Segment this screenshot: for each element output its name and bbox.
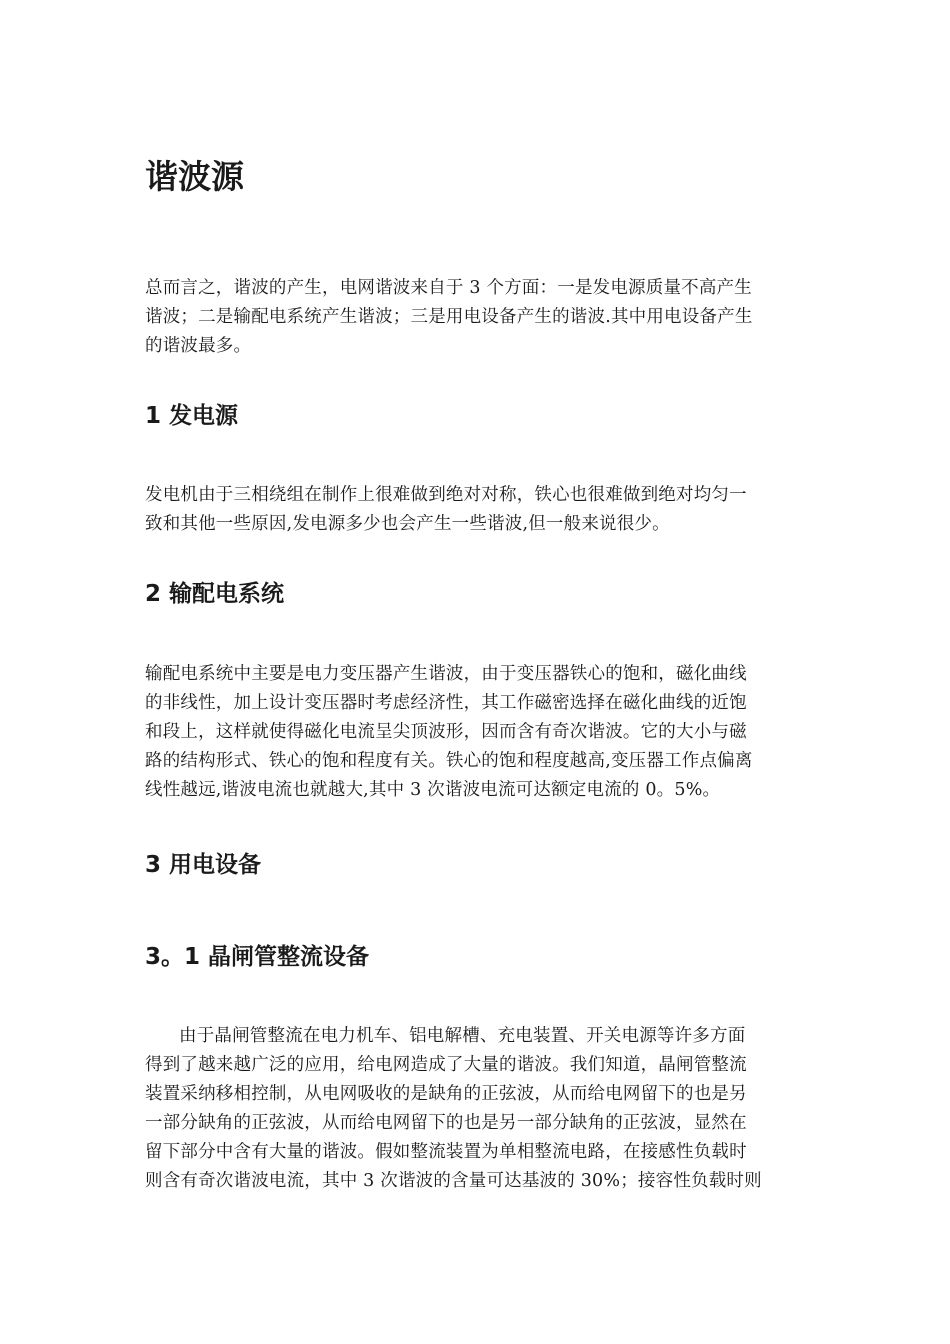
- section-paragraph-thyristor: [145, 1022, 810, 1196]
- text-line: 谐波；二是输配电系统产生谐波；三是用电设备产生的谐波.其中用电设备产生: [145, 307, 753, 327]
- text-line: 留下部分中含有大量的谐波。假如整流装置为单相整流电路，在接感性负载时: [145, 1142, 747, 1162]
- section-paragraph-transmission: [145, 660, 810, 805]
- text-line: 发电机由于三相绕组在制作上很难做到绝对对称，铁心也很难做到绝对均匀一: [145, 485, 747, 505]
- section-heading-thyristor: 3。1 晶闸管整流设备: [145, 944, 370, 970]
- text-line: 则含有奇次谐波电流，其中 3 次谐波的含量可达基波的 30%；接容性负载时则: [145, 1171, 762, 1191]
- text-line: 得到了越来越广泛的应用，给电网造成了大量的谐波。我们知道，晶闸管整流: [145, 1055, 747, 1075]
- text-line: 一部分缺角的正弦波，从而给电网留下的也是另一部分缺角的正弦波，显然在: [145, 1113, 747, 1133]
- text-line: 由于晶闸管整流在电力机车、铝电解槽、充电装置、开关电源等许多方面: [179, 1026, 746, 1046]
- text-line: 线性越远,谐波电流也就越大,其中 3 次谐波电流可达额定电流的 0。5%。: [145, 780, 721, 800]
- intro-paragraph: [145, 274, 810, 361]
- text-line: 的非线性，加上设计变压器时考虑经济性，其工作磁密选择在磁化曲线的近饱: [145, 693, 747, 713]
- text-line: 致和其他一些原因,发电源多少也会产生一些谐波,但一般来说很少。: [145, 514, 670, 534]
- section-heading-transmission: 2 输配电系统: [145, 581, 285, 607]
- text-line: 装置采纳移相控制，从电网吸收的是缺角的正弦波，从而给电网留下的也是另: [145, 1084, 747, 1104]
- section-heading-generator: 1 发电源: [145, 403, 239, 429]
- text-line: 的谐波最多。: [145, 336, 252, 356]
- page-title: 谐波源: [145, 157, 244, 196]
- text-line: 和段上，这样就使得磁化电流呈尖顶波形，因而含有奇次谐波。它的大小与磁: [145, 722, 747, 742]
- section-paragraph-generator: [145, 481, 810, 539]
- text-line: 输配电系统中主要是电力变压器产生谐波，由于变压器铁心的饱和，磁化曲线: [145, 664, 747, 684]
- text-line: 路的结构形式、铁心的饱和程度有关。铁心的饱和程度越高,变压器工作点偏离: [145, 751, 753, 771]
- section-heading-equipment: 3 用电设备: [145, 852, 262, 878]
- text-line: 总而言之，谐波的产生，电网谐波来自于 3 个方面：一是发电源质量不高产生: [145, 278, 752, 298]
